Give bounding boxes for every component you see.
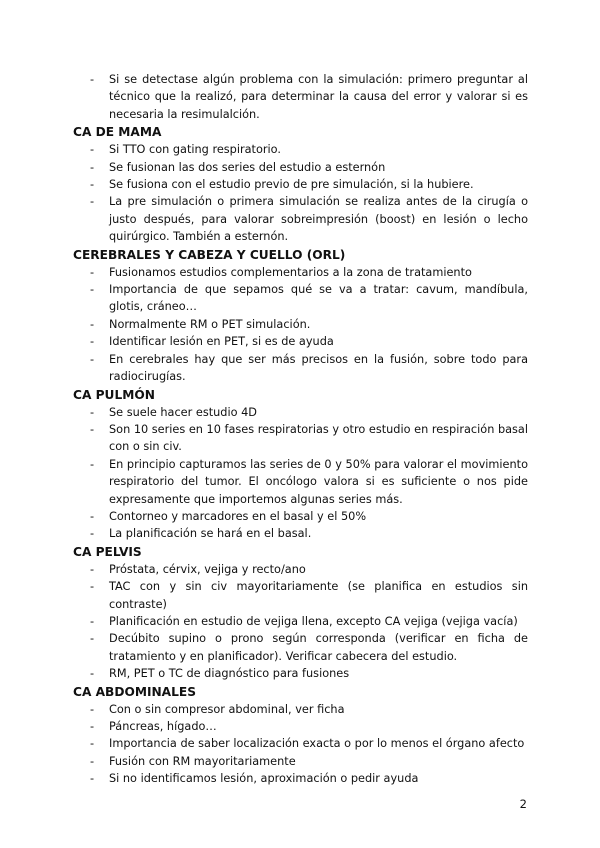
section-heading: CA DE MAMA [73, 125, 162, 140]
list-item [73, 718, 528, 735]
list-item [73, 613, 528, 630]
bullet-dash: - [90, 160, 95, 174]
bullet-dash: - [90, 772, 95, 786]
bullet-dash: - [90, 632, 95, 646]
bullet-dash: - [90, 178, 95, 192]
list-item-text: Importancia de que sepamos qué se va a tratar: cavum, mandíbula, glotis, cráneo… [109, 283, 528, 314]
list-item-text: Próstata, cérvix, vejiga y recto/ano [109, 562, 306, 576]
bullet-dash: - [90, 720, 95, 733]
list-item [73, 735, 528, 752]
list-item [73, 701, 528, 718]
list-item [73, 508, 528, 525]
bullet-dash: - [90, 562, 95, 576]
page-number: 2 [519, 797, 527, 811]
list-item-text: Si no identificamos lesión, aproximación o pedir ayuda [109, 772, 419, 786]
list-item-text: Se suele hacer estudio 4D [109, 405, 257, 419]
bullet-dash: - [90, 283, 95, 297]
list-item [73, 665, 528, 682]
list-item [73, 630, 528, 665]
list-item-text: Identificar lesión en PET, si es de ayuda [109, 335, 334, 349]
list-item-text: Contorneo y marcadores en el basal y el 50% [109, 509, 367, 523]
bullet-dash: - [90, 195, 95, 209]
list-item [73, 561, 528, 578]
list-item-text: Se fusiona con el estudio previo de pre simulación, si la hubiere. [109, 178, 474, 192]
list-item [73, 71, 528, 123]
bullet-dash: - [90, 422, 95, 436]
bullet-dash: - [90, 702, 95, 716]
bullet-dash: - [90, 667, 95, 681]
bullet-dash: - [90, 317, 95, 331]
list-item [73, 141, 528, 158]
list-item-text: Fusión con RM mayoritariamente [109, 754, 296, 768]
list-item [73, 176, 528, 193]
bullet-dash: - [90, 580, 95, 594]
list-item [73, 456, 528, 508]
bullet-dash: - [90, 335, 95, 349]
list-item [73, 281, 528, 316]
bullet-dash: - [90, 405, 95, 419]
section [73, 123, 528, 245]
list-item-text: Con o sin compresor abdominal, ver ficha [109, 702, 345, 716]
list-item-text: La pre simulación o primera simulación se realiza antes de la cirugía o justo después, para valorar sobreimpresión (boost) en lesión o lecho quirúrgico. También a esternón. [109, 195, 528, 244]
list-item-text: Se fusionan las dos series del estudio a esternón [109, 160, 386, 174]
list-item-text: Si TTO con gating respiratorio. [109, 143, 281, 157]
section [73, 386, 528, 543]
list-item [73, 770, 528, 787]
section [73, 683, 528, 788]
list-item-text: Fusionamos estudios complementarios a la zona de tratamiento [109, 265, 472, 279]
section-heading: CA ABDOMINALES [73, 684, 196, 699]
list-item [73, 525, 528, 542]
section-heading: CA PULMÓN [73, 387, 155, 402]
list-item-text: Normalmente RM o PET simulación. [109, 317, 311, 331]
list-item-text: En cerebrales hay que ser más precisos en la fusión, sobre todo para radiocirugías. [109, 352, 528, 384]
bullet-dash: - [90, 737, 95, 751]
intro-list [73, 71, 528, 123]
list-item-text: TAC con y sin civ mayoritariamente (se planifica en estudios sin contraste) [109, 580, 528, 611]
list-item-text: Importancia de saber localización exacta o por lo menos el órgano afecto [109, 737, 525, 751]
list-item [73, 316, 528, 333]
list-item [73, 193, 528, 245]
bullet-dash: - [90, 352, 95, 366]
list-item [73, 421, 528, 456]
bullet-dash: - [90, 73, 95, 86]
list-item [73, 159, 528, 176]
list-item [73, 578, 528, 613]
bullet-dash: - [90, 754, 95, 768]
section-heading: CA PELVIS [73, 544, 142, 559]
list-item-text: En principio capturamos las series de 0 y 50% para valorar el movimiento respiratorio del tumor. El oncólogo valora si es suficiente o nos pide expresamente que importemos algunas series más. [109, 457, 528, 506]
bullet-dash: - [90, 527, 95, 541]
page-content [73, 71, 528, 788]
list-item-text: Son 10 series en 10 fases respiratorias y otro estudio en respiración basal con o sin civ. [109, 422, 528, 454]
section-heading: CEREBRALES Y CABEZA Y CUELLO (ORL) [73, 247, 346, 262]
list-item [73, 753, 528, 770]
list-item-text: Páncreas, hígado… [109, 720, 217, 733]
list-item [73, 333, 528, 350]
list-item-text: La planificación se hará en el basal. [109, 527, 312, 541]
list-item-text: Decúbito supino o prono según corresponda (verificar en ficha de tratamiento y en planificador). Verificar cabecera del estudio. [109, 632, 528, 663]
bullet-dash: - [90, 509, 95, 523]
bullet-dash: - [90, 614, 95, 628]
section [73, 246, 528, 386]
bullet-dash: - [90, 143, 95, 157]
list-item-text: Planificación en estudio de vejiga llena, excepto CA vejiga (vejiga vacía) [109, 614, 518, 628]
list-item [73, 264, 528, 281]
section [73, 543, 528, 683]
list-item-text: RM, PET o TC de diagnóstico para fusiones [109, 667, 350, 681]
list-item [73, 404, 528, 421]
bullet-dash: - [90, 457, 95, 471]
bullet-dash: - [90, 265, 95, 279]
list-item [73, 351, 528, 386]
list-item-text: Si se detectase algún problema con la simulación: primero preguntar al técnico que la realizó, para determinar la causa del error y valorar si es necesaria la resimulalción. [109, 73, 528, 121]
